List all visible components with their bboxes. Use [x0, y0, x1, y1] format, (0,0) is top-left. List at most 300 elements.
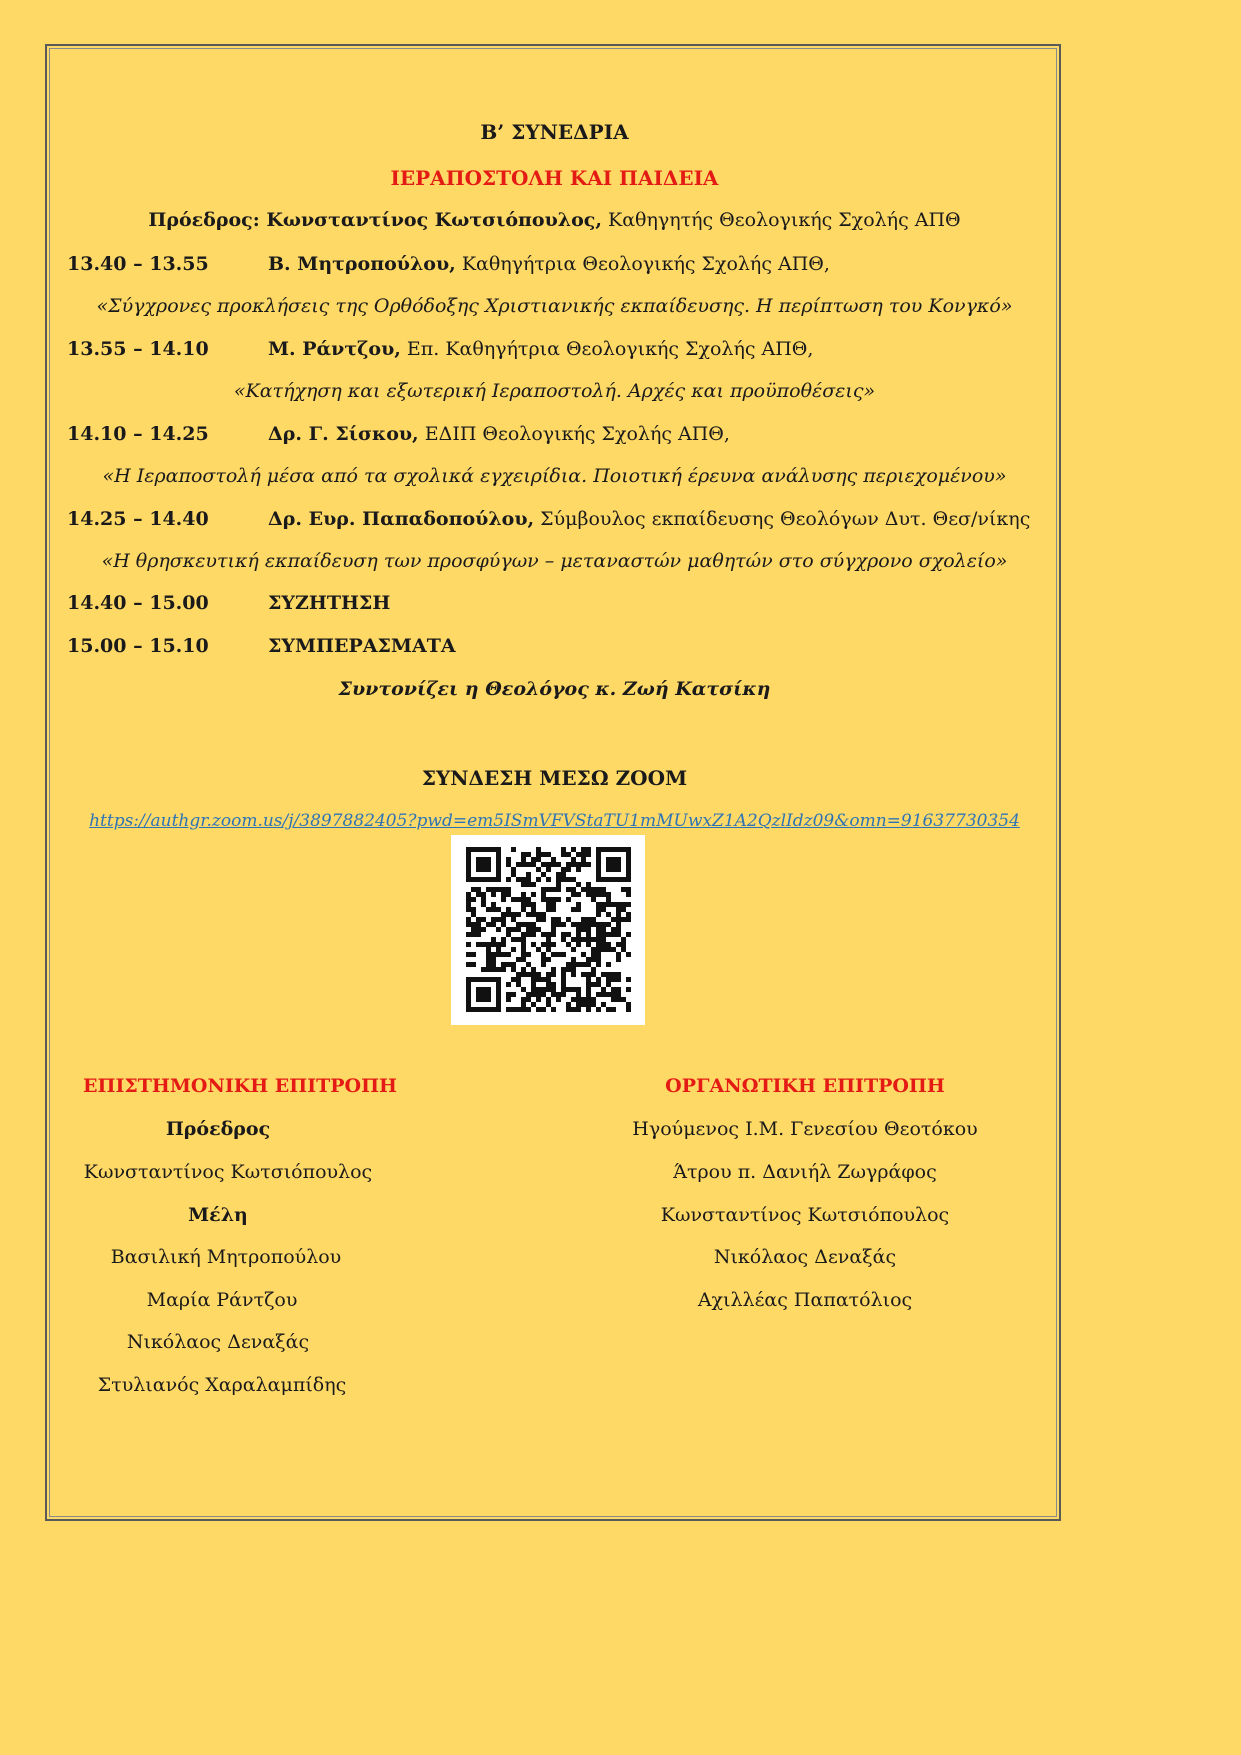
qr-module: [576, 867, 581, 872]
qr-module: [486, 877, 491, 882]
qr-module: [616, 907, 621, 912]
qr-module: [601, 927, 606, 932]
qr-module: [581, 952, 586, 957]
qr-module: [481, 942, 486, 947]
qr-module: [476, 892, 481, 897]
qr-module: [616, 972, 621, 977]
qr-module: [526, 992, 531, 997]
qr-module: [571, 997, 576, 1002]
qr-module: [496, 967, 501, 972]
qr-module: [611, 917, 616, 922]
qr-module: [556, 917, 561, 922]
qr-module: [626, 867, 631, 872]
qr-module: [526, 927, 531, 932]
qr-module: [611, 947, 616, 952]
qr-module: [586, 847, 591, 852]
qr-module: [581, 997, 586, 1002]
zoom-heading: ΣΥΝΔΕΣΗ ΜΕΣΩ ZOOM: [421, 766, 688, 790]
qr-module: [626, 902, 631, 907]
qr-module: [561, 967, 566, 972]
qr-module: [476, 997, 481, 1002]
qr-module: [596, 892, 601, 897]
qr-module: [576, 987, 581, 992]
qr-module: [526, 902, 531, 907]
qr-module: [506, 997, 511, 1002]
qr-module: [546, 937, 551, 942]
qr-module: [551, 862, 556, 867]
qr-module: [586, 932, 591, 937]
zoom-link[interactable]: https://authgr.zoom.us/j/3897882405?pwd=em5ISmVFVStaTU1mMUwxZ1A2QzlIdz09&omn=91637730354: [89, 811, 1020, 831]
qr-module: [616, 857, 621, 862]
qr-module: [571, 967, 576, 972]
session-theme: ΙΕΡΑΠΟΣΤΟΛΗ ΚΑΙ ΠΑΙΔΕΙΑ: [390, 166, 719, 190]
qr-module: [496, 992, 501, 997]
qr-module: [571, 887, 576, 892]
qr-module: [551, 902, 556, 907]
qr-module: [506, 887, 511, 892]
speaker-affiliation: Επ. Καθηγήτρια Θεολογικής Σχολής ΑΠΘ,: [400, 338, 814, 360]
qr-module: [626, 857, 631, 862]
organizing-member: Κωνσταντίνος Κωτσιόπουλος: [660, 1204, 950, 1226]
qr-module: [601, 907, 606, 912]
qr-module: [531, 977, 536, 982]
qr-module: [611, 877, 616, 882]
talk-speaker: [268, 338, 813, 360]
qr-module: [596, 982, 601, 987]
qr-module: [516, 957, 521, 962]
qr-module: [481, 862, 486, 867]
qr-module: [486, 857, 491, 862]
qr-module: [526, 1007, 531, 1012]
qr-module: [616, 952, 621, 957]
talk-title: «Η θρησκευτική εκπαίδευση των προσφύγων – μεταναστών μαθητών στο σύγχρονο σχολείο»: [101, 550, 1008, 572]
qr-module: [506, 982, 511, 987]
qr-module: [466, 857, 471, 862]
qr-module: [496, 977, 501, 982]
qr-module: [571, 937, 576, 942]
qr-module: [536, 977, 541, 982]
qr-module: [466, 917, 471, 922]
qr-module: [516, 877, 521, 882]
qr-module: [576, 922, 581, 927]
qr-module: [531, 927, 536, 932]
qr-module: [611, 927, 616, 932]
qr-module: [576, 882, 581, 887]
qr-module: [581, 857, 586, 862]
qr-module: [606, 857, 611, 862]
qr-module: [561, 972, 566, 977]
qr-module: [601, 1002, 606, 1007]
qr-module: [541, 1007, 546, 1012]
qr-module: [516, 912, 521, 917]
qr-module: [466, 942, 471, 947]
qr-module: [476, 1007, 481, 1012]
qr-module: [586, 927, 591, 932]
qr-module: [586, 1007, 591, 1012]
qr-module: [486, 867, 491, 872]
qr-module: [511, 967, 516, 972]
qr-module: [606, 902, 611, 907]
qr-module: [466, 1002, 471, 1007]
qr-module: [496, 987, 501, 992]
qr-module: [546, 902, 551, 907]
qr-module: [546, 1002, 551, 1007]
qr-module: [551, 992, 556, 997]
qr-module: [546, 877, 551, 882]
talk-speaker: [268, 423, 730, 445]
qr-module: [591, 952, 596, 957]
qr-module: [626, 912, 631, 917]
moderator: Συντονίζει η Θεολόγος κ. Ζωή Κατσίκη: [338, 678, 771, 700]
qr-module: [511, 947, 516, 952]
scientific-chair: Κωνσταντίνος Κωτσιόπουλος: [83, 1161, 373, 1183]
qr-module: [621, 917, 626, 922]
qr-module: [481, 897, 486, 902]
qr-module: [561, 872, 566, 877]
qr-module: [466, 962, 471, 967]
qr-module: [471, 952, 476, 957]
qr-module: [586, 1002, 591, 1007]
qr-module: [576, 1007, 581, 1012]
qr-module: [481, 1007, 486, 1012]
qr-module: [611, 902, 616, 907]
qr-module: [576, 852, 581, 857]
qr-module: [616, 847, 621, 852]
qr-module: [586, 937, 591, 942]
qr-module: [496, 857, 501, 862]
talk-speaker: [268, 508, 1030, 530]
qr-module: [581, 1002, 586, 1007]
qr-module: [621, 907, 626, 912]
talk-time: 13.55 – 14.10: [67, 338, 209, 360]
qr-module: [596, 902, 601, 907]
qr-module: [541, 932, 546, 937]
qr-module: [501, 892, 506, 897]
qr-module: [611, 847, 616, 852]
qr-module: [466, 1007, 471, 1012]
qr-module: [556, 887, 561, 892]
qr-module: [501, 912, 506, 917]
qr-module: [611, 1007, 616, 1012]
qr-module: [521, 892, 526, 897]
qr-module: [491, 892, 496, 897]
qr-module: [611, 932, 616, 937]
qr-module: [566, 852, 571, 857]
qr-module: [486, 907, 491, 912]
qr-module: [521, 897, 526, 902]
qr-module: [491, 1007, 496, 1012]
qr-module: [471, 927, 476, 932]
qr-module: [531, 892, 536, 897]
qr-module: [511, 912, 516, 917]
qr-module: [531, 907, 536, 912]
qr-module: [536, 917, 541, 922]
qr-module: [546, 852, 551, 857]
qr-module: [491, 907, 496, 912]
qr-module: [511, 992, 516, 997]
qr-module: [546, 997, 551, 1002]
qr-module: [586, 942, 591, 947]
qr-module: [566, 1007, 571, 1012]
qr-module: [501, 917, 506, 922]
qr-module: [611, 992, 616, 997]
qr-module: [466, 902, 471, 907]
qr-module: [581, 927, 586, 932]
qr-module: [601, 902, 606, 907]
qr-module: [466, 867, 471, 872]
qr-module: [561, 987, 566, 992]
speaker-affiliation: Καθηγήτρια Θεολογικής Σχολής ΑΠΘ,: [455, 253, 830, 275]
qr-module: [561, 952, 566, 957]
qr-module: [601, 922, 606, 927]
qr-module: [616, 932, 621, 937]
qr-module: [591, 1002, 596, 1007]
qr-module: [576, 942, 581, 947]
qr-code-image: [451, 835, 645, 1025]
qr-module: [471, 897, 476, 902]
qr-module: [626, 1007, 631, 1012]
qr-module: [491, 887, 496, 892]
qr-module: [536, 877, 541, 882]
scientific-committee-heading: ΕΠΙΣΤΗΜΟΝΙΚΗ ΕΠΙΤΡΟΠΗ: [83, 1075, 397, 1097]
qr-module: [616, 867, 621, 872]
organizing-member: Ηγούμενος Ι.Μ. Γενεσίου Θεοτόκου: [632, 1118, 978, 1140]
qr-module: [566, 932, 571, 937]
qr-module: [521, 997, 526, 1002]
qr-module: [556, 877, 561, 882]
qr-module: [546, 867, 551, 872]
organizing-committee: [610, 1075, 1000, 1335]
qr-module: [496, 1007, 501, 1012]
scientific-member: Βασιλική Μητροπούλου: [110, 1246, 342, 1268]
qr-module: [546, 932, 551, 937]
qr-module: [551, 907, 556, 912]
qr-module: [601, 972, 606, 977]
qr-module: [511, 962, 516, 967]
qr-module: [531, 972, 536, 977]
qr-module: [571, 972, 576, 977]
qr-module: [601, 937, 606, 942]
qr-module: [626, 847, 631, 852]
qr-module: [521, 937, 526, 942]
qr-module: [571, 987, 576, 992]
qr-module: [586, 992, 591, 997]
qr-module: [606, 867, 611, 872]
qr-module: [486, 922, 491, 927]
qr-module: [541, 957, 546, 962]
qr-module: [551, 927, 556, 932]
qr-module: [551, 987, 556, 992]
qr-module: [586, 972, 591, 977]
scientific-chair-label: Πρόεδρος: [165, 1118, 271, 1140]
session-heading: Β’ ΣΥΝΕΔΡΙΑ: [480, 120, 629, 144]
qr-module: [606, 942, 611, 947]
organizing-member: Νικόλαος Δεναξάς: [713, 1246, 897, 1268]
qr-module: [576, 992, 581, 997]
qr-module: [566, 897, 571, 902]
qr-module: [511, 872, 516, 877]
qr-module: [596, 862, 601, 867]
qr-module: [521, 882, 526, 887]
qr-module: [466, 862, 471, 867]
qr-module: [541, 962, 546, 967]
qr-module: [496, 997, 501, 1002]
talk-time: 14.10 – 14.25: [67, 423, 209, 445]
qr-module: [576, 1002, 581, 1007]
qr-module: [541, 987, 546, 992]
qr-module: [616, 992, 621, 997]
qr-module: [596, 922, 601, 927]
qr-module: [546, 887, 551, 892]
qr-module: [621, 847, 626, 852]
qr-module: [511, 847, 516, 852]
qr-module: [586, 887, 591, 892]
qr-module: [576, 997, 581, 1002]
qr-module: [521, 1002, 526, 1007]
qr-module: [496, 872, 501, 877]
qr-module: [486, 952, 491, 957]
qr-module: [596, 977, 601, 982]
qr-module: [506, 912, 511, 917]
qr-module: [586, 997, 591, 1002]
qr-module: [606, 847, 611, 852]
qr-module: [516, 922, 521, 927]
qr-module: [621, 997, 626, 1002]
qr-module: [491, 877, 496, 882]
qr-module: [531, 942, 536, 947]
qr-module: [571, 907, 576, 912]
qr-module: [596, 887, 601, 892]
qr-module: [501, 887, 506, 892]
qr-module: [576, 937, 581, 942]
qr-module: [586, 892, 591, 897]
qr-module: [556, 922, 561, 927]
qr-module: [596, 852, 601, 857]
qr-module: [566, 962, 571, 967]
qr-module: [581, 962, 586, 967]
qr-module: [561, 932, 566, 937]
qr-module: [486, 862, 491, 867]
qr-module: [466, 852, 471, 857]
qr-module: [526, 932, 531, 937]
qr-module: [626, 872, 631, 877]
qr-module: [531, 922, 536, 927]
qr-module: [546, 977, 551, 982]
qr-module: [606, 992, 611, 997]
qr-module: [536, 927, 541, 932]
qr-module: [501, 937, 506, 942]
qr-module: [566, 942, 571, 947]
qr-module: [576, 932, 581, 937]
qr-module: [556, 997, 561, 1002]
qr-module: [536, 852, 541, 857]
qr-module: [466, 952, 471, 957]
qr-module: [626, 987, 631, 992]
qr-module: [471, 962, 476, 967]
qr-module: [576, 907, 581, 912]
qr-module: [476, 987, 481, 992]
qr-module: [496, 862, 501, 867]
speaker-affiliation: Σύμβουλος εκπαίδευσης Θεολόγων Δυτ. Θεσ/νίκης: [534, 508, 1031, 530]
qr-module: [601, 877, 606, 882]
scientific-member: Νικόλαος Δεναξάς: [126, 1331, 310, 1353]
qr-module: [466, 897, 471, 902]
qr-module: [561, 977, 566, 982]
qr-module: [466, 987, 471, 992]
qr-module: [536, 987, 541, 992]
qr-module: [586, 922, 591, 927]
qr-module: [496, 942, 501, 947]
qr-module: [516, 1007, 521, 1012]
scientific-members-label: Μέλη: [188, 1204, 248, 1226]
qr-module: [556, 897, 561, 902]
qr-module: [466, 877, 471, 882]
qr-module: [551, 967, 556, 972]
qr-module: [491, 922, 496, 927]
organizing-member: Αχιλλέας Παπατόλιος: [697, 1289, 913, 1311]
qr-module: [511, 937, 516, 942]
organizing-member: Άτρου π. Δανιήλ Ζωγράφος: [673, 1161, 937, 1183]
qr-module: [476, 877, 481, 882]
qr-module: [591, 917, 596, 922]
qr-module: [506, 962, 511, 967]
qr-module: [476, 867, 481, 872]
qr-module: [531, 987, 536, 992]
qr-module: [471, 912, 476, 917]
qr-module: [541, 917, 546, 922]
qr-module: [526, 912, 531, 917]
qr-module: [491, 847, 496, 852]
qr-module: [596, 957, 601, 962]
discussion-label: ΣΥΖΗΤΗΣΗ: [268, 592, 391, 614]
qr-module: [481, 902, 486, 907]
qr-module: [606, 862, 611, 867]
qr-module: [466, 992, 471, 997]
qr-module: [486, 967, 491, 972]
qr-module: [521, 922, 526, 927]
qr-module: [571, 962, 576, 967]
qr-module: [581, 922, 586, 927]
qr-module: [551, 887, 556, 892]
qr-module: [521, 932, 526, 937]
qr-module: [521, 902, 526, 907]
qr-module: [466, 997, 471, 1002]
qr-module: [561, 847, 566, 852]
qr-module: [586, 962, 591, 967]
qr-module: [581, 887, 586, 892]
qr-module: [581, 917, 586, 922]
qr-module: [541, 872, 546, 877]
qr-module: [626, 892, 631, 897]
qr-module: [541, 897, 546, 902]
qr-module: [541, 942, 546, 947]
qr-module: [481, 967, 486, 972]
qr-module: [511, 867, 516, 872]
qr-module: [521, 957, 526, 962]
qr-module: [526, 852, 531, 857]
qr-module: [586, 862, 591, 867]
qr-module: [481, 867, 486, 872]
qr-module: [606, 922, 611, 927]
qr-module: [626, 852, 631, 857]
qr-module: [491, 902, 496, 907]
qr-module: [621, 947, 626, 952]
qr-module: [501, 897, 506, 902]
qr-module: [606, 947, 611, 952]
speaker-name: Δρ. Ευρ. Παπαδοπούλου,: [268, 508, 535, 530]
qr-module: [616, 987, 621, 992]
qr-module: [576, 862, 581, 867]
